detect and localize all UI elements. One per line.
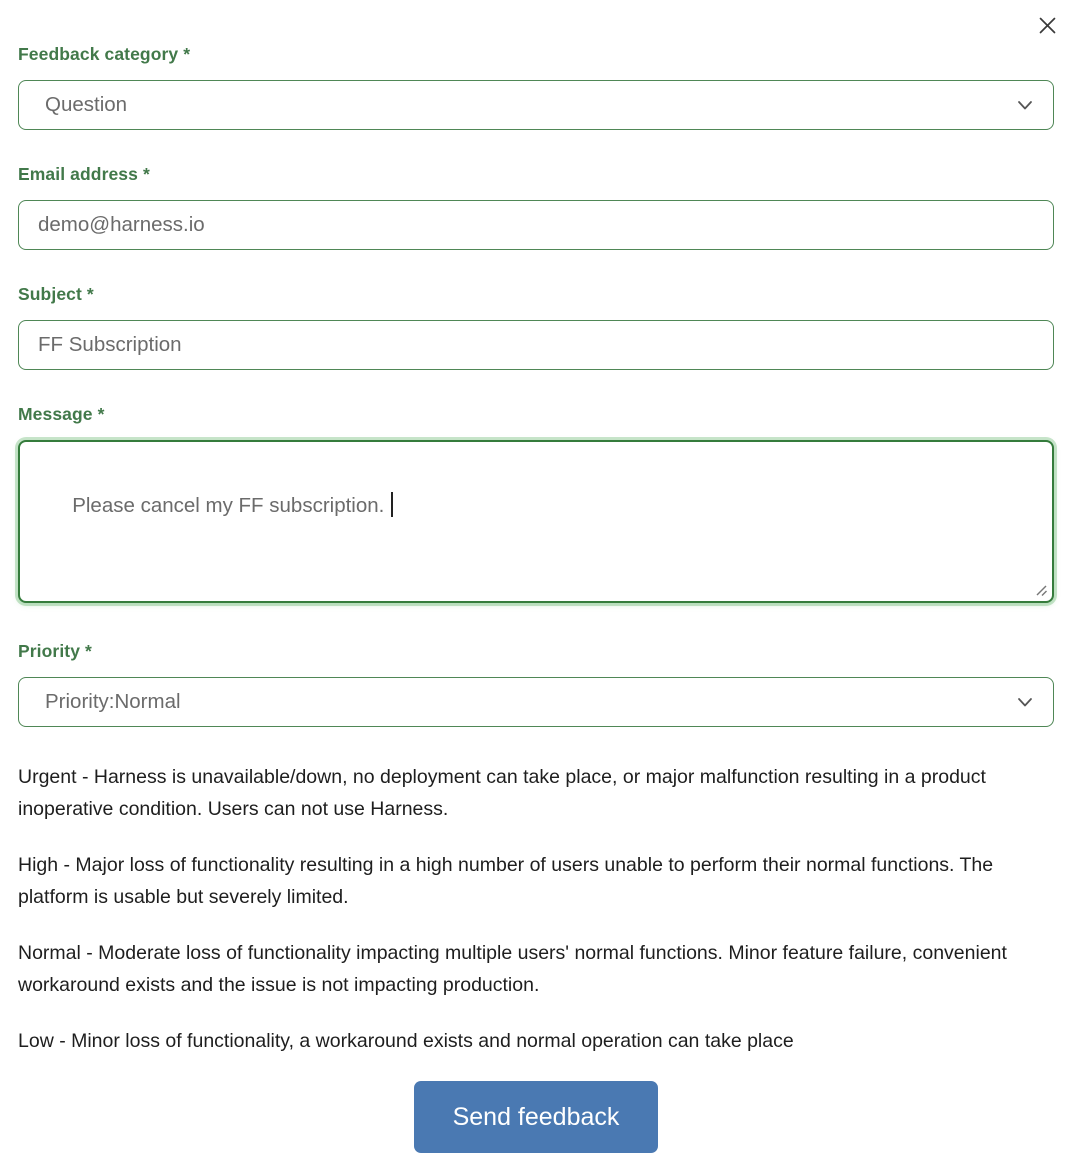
resize-handle-icon[interactable]: [1034, 583, 1048, 597]
send-feedback-button[interactable]: Send feedback: [414, 1081, 659, 1153]
priority-description-urgent: Urgent - Harness is unavailable/down, no deployment can take place, or major malfunction resulting in a product inoperative condition. Users can not use Harness.: [18, 766, 986, 820]
text-cursor: [391, 492, 393, 517]
message-textarea[interactable]: [18, 440, 1054, 603]
close-button[interactable]: [1034, 12, 1060, 38]
message-text: Please cancel my FF subscription.: [72, 494, 391, 517]
priority-group: [18, 641, 1054, 727]
chevron-down-icon: [1015, 692, 1035, 712]
priority-description-normal: Normal - Moderate loss of functionality impacting multiple users' normal functions. Minor feature failure, convenient workaround exists and the issue is not impacting production.: [18, 942, 1007, 996]
close-icon: [1039, 17, 1056, 34]
priority-select[interactable]: [18, 677, 1054, 727]
priority-description-low: Low - Minor loss of functionality, a workaround exists and normal operation can take place: [18, 1030, 794, 1052]
button-row: [18, 1081, 1054, 1153]
feedback-category-group: [18, 44, 1054, 130]
required-asterisk: *: [183, 44, 191, 64]
priority-descriptions: [18, 761, 1054, 1057]
label-text: Feedback category: [18, 44, 179, 64]
feedback-category-value: Question: [45, 93, 128, 116]
required-asterisk: *: [86, 284, 94, 304]
subject-group: [18, 284, 1054, 370]
email-label: [18, 164, 1054, 185]
required-asterisk: *: [142, 164, 150, 184]
subject-label: [18, 284, 1054, 305]
priority-value: Priority:Normal: [45, 690, 181, 713]
email-group: [18, 164, 1054, 250]
message-label: [18, 404, 1054, 425]
message-group: [18, 404, 1054, 603]
required-asterisk: *: [85, 641, 92, 661]
label-text: Email address: [18, 164, 138, 184]
priority-label: [18, 641, 1054, 662]
feedback-category-select[interactable]: [18, 80, 1054, 130]
label-text: Priority: [18, 641, 81, 661]
subject-field[interactable]: [18, 320, 1054, 370]
email-field[interactable]: [18, 200, 1054, 250]
label-text: Message: [18, 404, 93, 424]
priority-description-high: High - Major loss of functionality resulting in a high number of users unable to perform their normal functions. The platform is usable but severely limited.: [18, 854, 994, 908]
required-asterisk: *: [97, 404, 105, 424]
label-text: Subject: [18, 284, 82, 304]
chevron-down-icon: [1015, 95, 1035, 115]
feedback-category-label: [18, 44, 1054, 65]
